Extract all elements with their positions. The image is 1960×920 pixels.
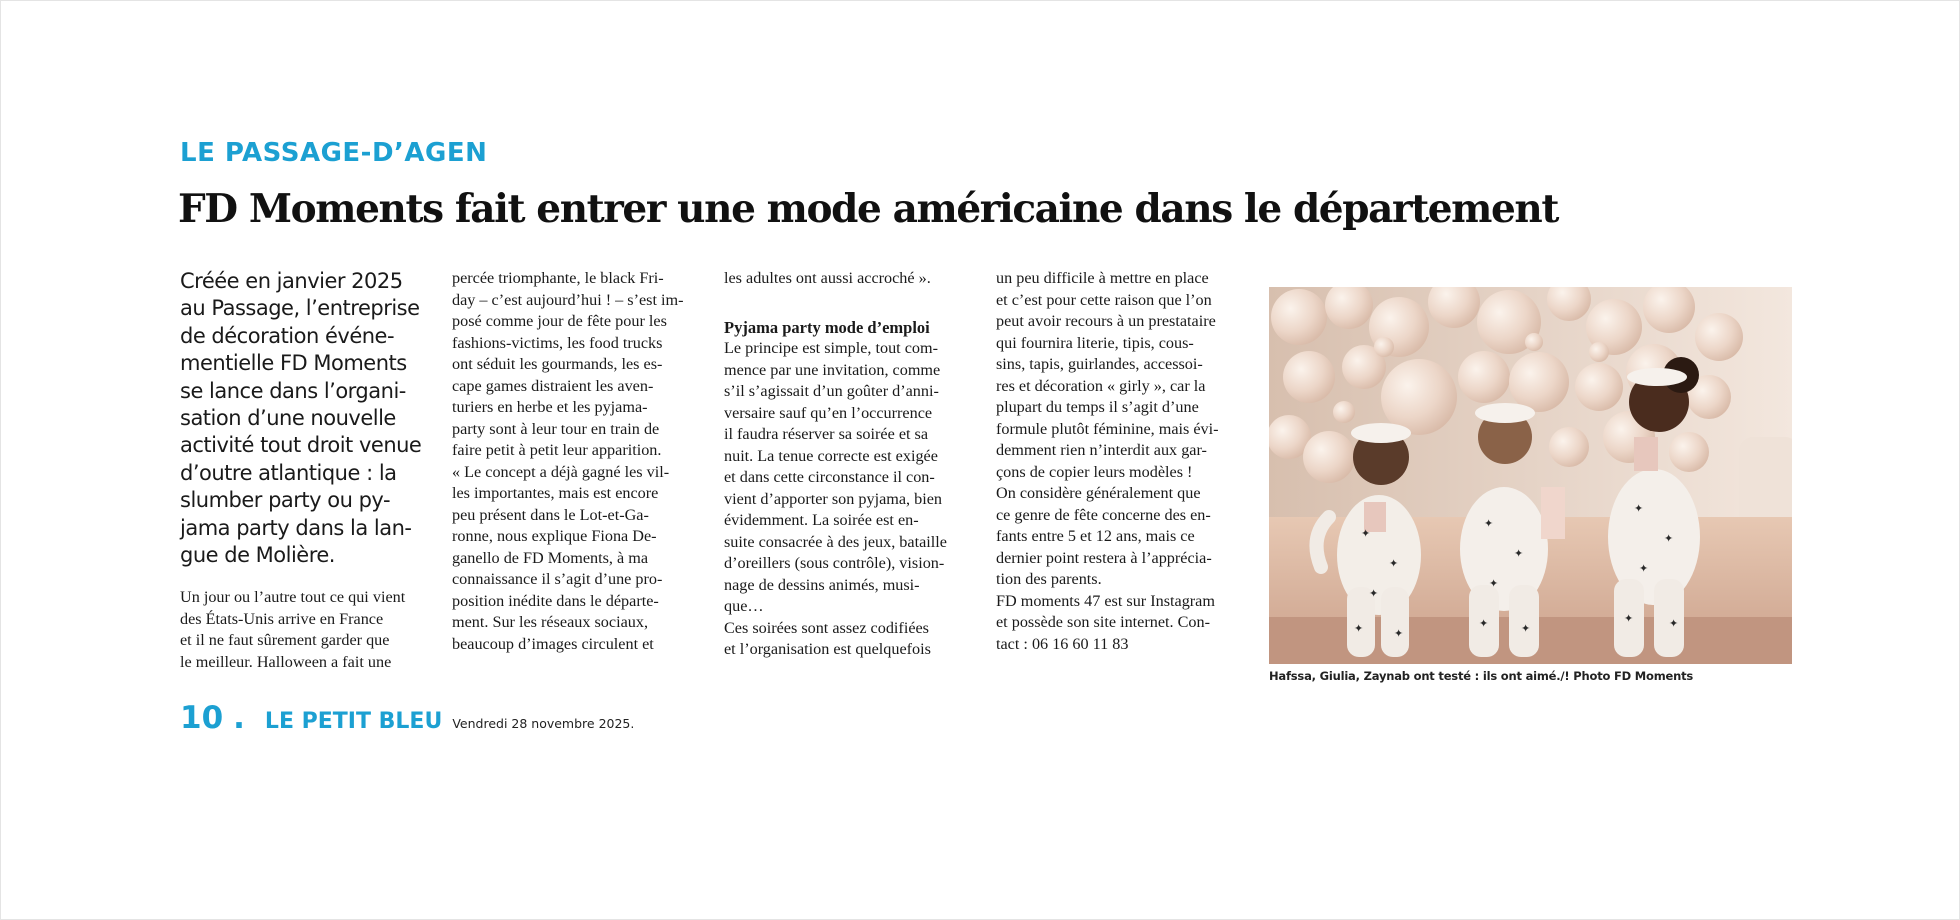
lead-line: jama party dans la lan- — [180, 515, 412, 540]
body-line: çons de copier leurs modèles ! — [996, 462, 1193, 481]
lead-line: au Passage, l’entreprise — [180, 296, 420, 321]
article-column-3 — [724, 268, 976, 661]
body-line: que… — [724, 597, 764, 615]
svg-text:✦: ✦ — [1394, 627, 1404, 640]
body-line: ronne, nous explique Fiona De- — [452, 527, 657, 545]
svg-text:✦: ✦ — [1639, 562, 1649, 575]
body-line: FD moments 47 est sur Instagram — [996, 591, 1215, 610]
body-line: versaire sauf qu’en l’occurrence — [724, 403, 933, 422]
svg-text:✦: ✦ — [1479, 617, 1489, 630]
article-column-2 — [452, 268, 704, 655]
page-number-separator: . — [233, 700, 245, 736]
body-line: tion des parents. — [996, 570, 1102, 588]
lead-line: gue de Molière. — [180, 543, 335, 568]
body-line: formule plutôt féminine, mais évi- — [996, 419, 1219, 438]
body-line: connaissance il s’agit d’une pro- — [452, 570, 663, 588]
publication-date: Vendredi 28 novembre 2025. — [452, 716, 635, 731]
svg-text:✦: ✦ — [1484, 517, 1494, 530]
section-subhead: Pyjama party mode d’emploi — [724, 317, 930, 337]
body-line: Le principe est simple, tout com- — [724, 339, 938, 357]
article-body-col1 — [180, 587, 432, 673]
body-line: les importantes, mais est encore — [452, 484, 659, 502]
page-footer — [180, 700, 634, 736]
svg-text:✦: ✦ — [1514, 547, 1524, 560]
body-line: mence par une invitation, comme — [724, 360, 941, 379]
lead-line: d’outre atlantique : la — [180, 460, 397, 485]
body-line: peu présent dans le Lot-et-Ga- — [452, 505, 649, 524]
body-line: sins, tapis, guirlandes, accessoi- — [996, 355, 1203, 373]
svg-text:✦: ✦ — [1389, 557, 1399, 570]
body-line: peut avoir recours à un prestataire — [996, 312, 1216, 330]
body-line: day – c’est aujourd’hui ! – s’est im- — [452, 290, 684, 309]
body-line: fants entre 5 et 12 ans, mais ce — [996, 527, 1195, 545]
body-line: le meilleur. Halloween a fait une — [180, 652, 392, 671]
body-line: posé comme jour de fête pour les — [452, 312, 667, 330]
body-line: ont séduit les gourmands, les es- — [452, 355, 663, 373]
svg-text:✦: ✦ — [1664, 532, 1674, 545]
body-line: des États-Unis arrive en France — [180, 609, 384, 628]
body-line: suite consacrée à des jeux, bataille — [724, 532, 947, 551]
body-line: On considère généralement que — [996, 484, 1201, 502]
body-line: évidemment. La soirée est en- — [724, 511, 919, 529]
body-line: res et décoration « girly », car la — [996, 376, 1206, 395]
body-line: plupart du temps il s’agit d’une — [996, 398, 1199, 416]
body-line: party sont à leur tour en train de — [452, 419, 660, 438]
body-line: nage de dessins animés, musi- — [724, 575, 920, 594]
body-line: qui fournira literie, tipis, cous- — [996, 333, 1194, 352]
body-line: un peu difficile à mettre en place — [996, 269, 1209, 287]
article-column-1 — [180, 268, 432, 673]
body-line: et dans cette circonstance il con- — [724, 468, 935, 486]
body-line: les adultes ont aussi accroché ». — [724, 269, 931, 287]
article-lead — [180, 268, 430, 569]
body-line: ment. Sur les réseaux sociaux, — [452, 613, 648, 631]
body-line: « Le concept a déjà gagné les vil- — [452, 462, 670, 481]
pyjama-party-photo — [1269, 287, 1792, 664]
body-line: d’oreillers (sous contrôle), vision- — [724, 554, 945, 572]
body-line: demment rien n’interdit aux gar- — [996, 441, 1207, 459]
svg-text:✦: ✦ — [1361, 527, 1371, 540]
svg-text:✦: ✦ — [1521, 622, 1531, 635]
body-line: ganello de FD Moments, à ma — [452, 548, 649, 567]
lead-line: se lance dans l’organi- — [180, 378, 406, 403]
body-line: ce genre de fête concerne des en- — [996, 505, 1211, 524]
body-line: dernier point restera à l’apprécia- — [996, 548, 1212, 567]
body-line: vient d’apporter son pyjama, bien — [724, 489, 943, 508]
newspaper-name: LE PETIT BLEU — [264, 709, 443, 734]
article-column-4 — [996, 268, 1248, 655]
svg-text:✦: ✦ — [1624, 612, 1634, 625]
body-line: et il ne faut sûrement garder que — [180, 631, 390, 650]
body-line: faire petit à petit leur apparition. — [452, 441, 662, 459]
article-kicker: LE PASSAGE-D’AGEN — [180, 138, 488, 168]
body-line: position inédite dans le départe- — [452, 591, 659, 610]
svg-text:✦: ✦ — [1489, 577, 1499, 590]
body-line: percée triomphante, le black Fri- — [452, 269, 664, 287]
lead-line: slumber party ou py- — [180, 488, 391, 513]
svg-text:✦: ✦ — [1634, 502, 1644, 515]
body-line: fashions-victims, les food trucks — [452, 333, 663, 352]
body-line: il faudra réserver sa soirée et sa — [724, 425, 929, 443]
lead-line: activité tout droit venue — [180, 433, 422, 458]
page-number: 10 — [180, 700, 224, 736]
body-line: et l’organisation est quelquefois — [724, 640, 931, 658]
body-line: tact : 06 16 60 11 83 — [996, 634, 1129, 653]
article-photo — [1269, 287, 1792, 664]
lead-line: de décoration événe- — [180, 323, 395, 348]
body-line: Ces soirées sont assez codifiées — [724, 618, 929, 637]
body-line: turiers en herbe et les pyjama- — [452, 398, 648, 416]
photo-caption: Hafssa, Giulia, Zaynab ont testé : ils ont aimé./! Photo FD Moments — [1269, 669, 1694, 683]
lead-line: sation d’une nouvelle — [180, 406, 396, 431]
body-line: et possède son site internet. Con- — [996, 613, 1210, 631]
body-line: cape games distraient les aven- — [452, 376, 654, 395]
article-headline: FD Moments fait entrer une mode américaine dans le département — [178, 186, 1558, 232]
lead-line: mentielle FD Moments — [180, 351, 407, 376]
svg-text:✦: ✦ — [1354, 622, 1364, 635]
body-line: nuit. La tenue correcte est exigée — [724, 446, 938, 465]
body-line: beaucoup d’images circulent et — [452, 634, 654, 653]
body-line: et c’est pour cette raison que l’on — [996, 290, 1212, 309]
body-line: s’il s’agissait d’un goûter d’anni- — [724, 382, 939, 400]
lead-line: Créée en janvier 2025 — [180, 269, 403, 293]
svg-text:✦: ✦ — [1369, 587, 1379, 600]
svg-text:✦: ✦ — [1669, 617, 1679, 630]
body-line: Un jour ou l’autre tout ce qui vient — [180, 588, 406, 607]
